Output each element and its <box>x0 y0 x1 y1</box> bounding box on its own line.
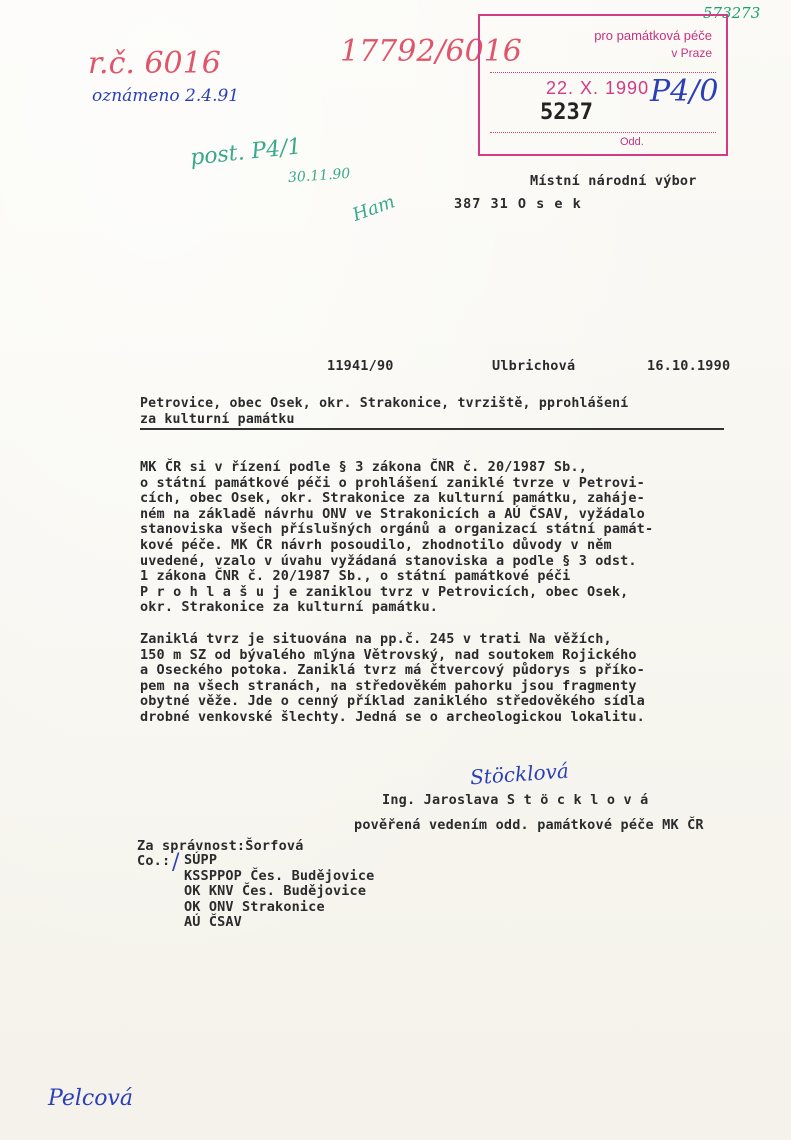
body-line: a Oseckého potoka. Zaniklá tvrz má čtvercový půdorys s příko- <box>140 662 645 679</box>
subject-line-1: Petrovice, obec Osek, okr. Strakonice, tvrziště, pprohlášení <box>140 396 629 411</box>
recipient-line-2: 387 31 O s e k <box>454 196 582 212</box>
body-line: 150 m SZ od bývalého mlýna Větrovský, nad soutokem Rojického <box>140 646 637 663</box>
handwritten-notification-note: oznámeno 2.4.91 <box>92 86 240 106</box>
cc-recipient: AÚ ČSAV <box>184 914 242 931</box>
body-line: uvedené, vzalo v úvahu vyžádaná stanoviska a podle § 3 odst. <box>140 552 637 569</box>
body-line: stanoviska všech příslušných orgánů a organizací státní památ- <box>140 521 654 538</box>
handwritten-post-date: 30.11.90 <box>287 165 351 187</box>
body-line: ném na základě návrhu ONV ve Strakonicích a AÚ ČSAV, vyžádalo <box>140 505 645 522</box>
cc-check-mark: / <box>172 850 180 875</box>
body-line: drobné venkovské šlechty. Jedná se o archeologickou lokalitu. <box>140 708 645 725</box>
cc-recipient: OK ONV Strakonice <box>184 898 325 915</box>
cc-recipient: SÚPP <box>184 852 218 868</box>
cc-recipient: KSSPPOP Čes. Budějovice <box>184 867 375 884</box>
handwritten-post-note: post. P4/1 <box>188 134 303 171</box>
handwritten-red-reference: r.č. 6016 <box>88 46 221 81</box>
registry-stamp <box>478 14 728 156</box>
stamp-city-line: v Praze <box>671 46 712 60</box>
body-line: MK ČR si v řízení podle § 3 zákona ČNR č. 20/1987 Sb., <box>140 459 587 475</box>
cc-list <box>184 853 374 931</box>
body-line: o státní památkové péči o prohlášení zaniklé tvrze v Petrovi- <box>140 474 645 491</box>
body-line: obytné věže. Jde o cenný příklad zaniklého středověkého sídla <box>140 693 645 710</box>
cc-label: Co.: <box>137 853 171 869</box>
stamp-divider-bottom <box>490 132 716 133</box>
recipient-line-1: Místní národní výbor <box>530 173 697 189</box>
stamp-divider <box>490 72 716 73</box>
stamp-number: 5237 <box>540 100 593 125</box>
handwritten-initials: Ham <box>349 191 398 226</box>
body-line: P r o h l a š u j e zaniklou tvrz v Petrovicích, obec Osek, <box>140 583 629 600</box>
correctness-line: Za správnost:Šorfová <box>137 838 304 854</box>
stamp-department-label: Odd. <box>620 136 644 148</box>
signatory-role: pověřená vedením odd. památkové péče MK ČR <box>354 817 704 833</box>
handwritten-archive-number: 573273 <box>703 4 761 22</box>
body-paragraph-2 <box>140 632 645 726</box>
stamp-code: P4/0 <box>650 74 719 109</box>
cc-recipient: OK KNV Čes. Budějovice <box>184 883 367 900</box>
stamp-date: 22. X. 1990 <box>546 78 650 98</box>
reference-number: 11941/90 <box>327 358 394 374</box>
body-line: cích, obec Osek, okr. Strakonice za kulturní památku, zaháje- <box>140 490 645 507</box>
body-line: 1 zákona ČNR č. 20/1987 Sb., o státní památkové péči <box>140 568 571 585</box>
body-line: Zaniklá tvrz je situována na pp.č. 245 v trati Na věžích, <box>140 631 612 647</box>
body-line: kové péče. MK ČR návrh posoudilo, zhodnotilo důvody v něm <box>140 536 612 553</box>
handwritten-signature: Stöcklová <box>469 758 570 790</box>
reference-date: 16.10.1990 <box>647 358 731 374</box>
body-line: pem na všech stranách, na středověkém pahorku jsou fragmenty <box>140 677 637 694</box>
signatory-name: Ing. Jaroslava S t ö c k l o v á <box>382 792 649 808</box>
body-paragraph-1 <box>140 460 653 616</box>
body-line: okr. Strakonice za kulturní památku. <box>140 599 438 616</box>
reference-clerk: Ulbrichová <box>492 358 576 374</box>
handwritten-red-number: 17792/6016 <box>340 34 522 69</box>
subject-underline <box>140 428 724 430</box>
subject-line-2: za kulturní památku <box>140 412 295 427</box>
handwritten-bottom-signature: Pelcová <box>48 1086 133 1111</box>
stamp-office-line: pro památková péče <box>594 28 712 43</box>
